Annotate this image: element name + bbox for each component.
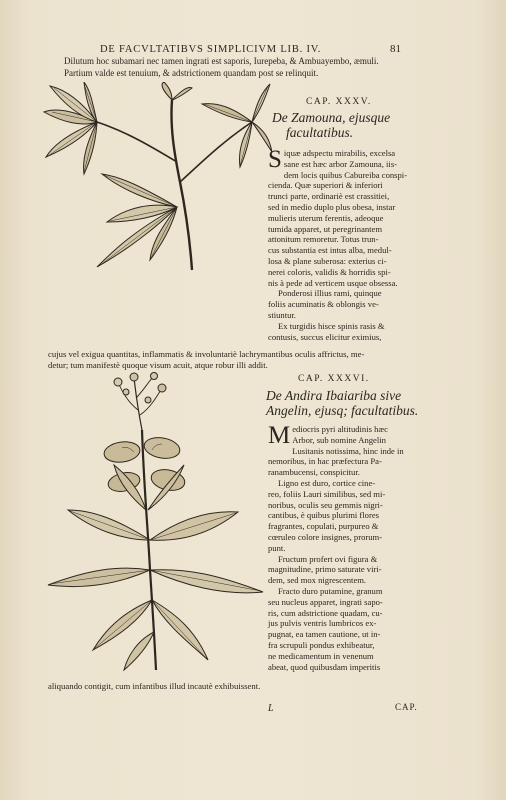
text-line: nerei coloris, validis & horridis spi-	[268, 266, 391, 277]
chapter-35-caption: CAP. XXXV.	[306, 97, 372, 107]
chapter-36-caption: CAP. XXXVI.	[298, 374, 370, 384]
text-line: Ex turgidis hisce spinis rasis &	[278, 320, 385, 331]
text-line: Ligno est duro, cortice cine-	[278, 477, 376, 488]
catchword: CAP.	[395, 702, 418, 712]
text-line: cœruleo colore insignes, prorum-	[268, 531, 383, 542]
chapter-36-body	[268, 424, 466, 672]
page-number: 81	[390, 43, 401, 55]
text-line: fragrantes, copulati, purpureo &	[268, 521, 379, 532]
text-line: cus substantia est intus alba, medul-	[268, 245, 392, 256]
text-line: dem, sed mox nigrescentem.	[268, 575, 367, 586]
text-line: Lusitanis notissima, hinc inde in	[292, 445, 404, 456]
chapter-35-title-line: facultatibus.	[286, 125, 354, 140]
text-line: abeat, quod quibusdam imperitis	[268, 661, 381, 672]
zamouna-illustration	[42, 82, 272, 272]
running-header: DE FACVLTATIBVS SIMPLICIVM LIB. IV.	[100, 44, 322, 55]
text-line: dem locis quibus Cabureiba conspi-	[283, 169, 408, 180]
text-line: magnitudine, primo saturate viri-	[268, 564, 382, 575]
text-line: nemoribus, in hac præfectura Pa-	[268, 456, 382, 467]
text-line: ranambucensi, conspicitur.	[268, 467, 360, 478]
text-line: ne medicamentum in venenum	[268, 650, 374, 661]
text-line: Fructum profert ovi figura &	[278, 553, 378, 564]
dropcap-s: S	[268, 146, 282, 173]
text-line: losa & plane suberosa: exterius ci-	[268, 255, 387, 266]
intro-line: Partium valde est tenuium, & adstrictionem quandam post se relinquit.	[64, 67, 319, 78]
intro-text	[64, 56, 414, 79]
dropcap-m: M	[268, 422, 291, 449]
text-line: Arbor, sub nomine Angelin	[292, 434, 386, 445]
chapter-36-title-line: Angelin, ejusq; facultatibus.	[266, 403, 419, 418]
text-line: contusis, succus elicitur eximius,	[268, 331, 382, 342]
text-line: fra scrupuli pondus exhibeatur,	[268, 639, 375, 650]
text-line: mulieris uterum ferentis, adeoque	[268, 212, 384, 223]
chapter-36-final-line: aliquando contigit, cum infantibus illud incautè exhibuissent.	[48, 681, 261, 691]
text-line: foliis acuminatis & oblongis ve-	[268, 299, 379, 310]
text-line: ediocris pyri altitudinis hæc	[292, 424, 388, 434]
intro-line: Dilutum hoc subamari nec tamen ingrati est saporis, Iurepeba, & Ambuayembo, æmuli.	[64, 56, 379, 66]
signature-mark: L	[268, 703, 274, 714]
text-line: attonitum remoretur. Totus trun-	[268, 234, 379, 245]
text-line: cantibus, è quibus plurimi flores	[268, 510, 379, 521]
text-line: tumida apparet, ut peregrinantem	[268, 223, 383, 234]
angelin-illustration	[38, 370, 270, 675]
text-line: sed in medio duplo plus obesa, instar	[268, 201, 396, 212]
chapter-36-title-line: De Andira Ibaiariba sive	[266, 388, 402, 403]
chapter-35-body	[268, 148, 466, 342]
text-line: ris, cum adstrictione quadam, cu-	[268, 607, 383, 618]
chapter-35-title-line: De Zamouna, ejusque	[272, 110, 391, 125]
text-line: jus pulvis ventris lumbricos ex-	[268, 618, 377, 629]
chapter-35-title	[272, 110, 472, 140]
text-line: punt.	[268, 542, 286, 553]
text-line: cujus vel exigua quantitas, inflammatis & involuntariè lachrymantibus oculis affrictus, me-	[48, 349, 365, 359]
text-line: iquæ adspectu mirabilis, excelsa	[283, 148, 396, 158]
chapter-35-full-lines	[48, 349, 468, 371]
text-line: stiuntur.	[268, 309, 296, 320]
text-line: seu nucleus apparet, ingrati sapo-	[268, 596, 383, 607]
chapter-36-title	[266, 388, 476, 418]
text-line: Ponderosi illius rami, quinque	[278, 288, 382, 299]
text-line: nis à pede ad verticem usque obsessa.	[268, 277, 398, 288]
text-line: noribus, oculis seu gemmis nigri-	[268, 499, 383, 510]
text-line: cienda. Quæ superiori & inferiori	[268, 180, 383, 191]
text-line: pugnat, ea tamen cautione, ut in-	[268, 629, 381, 640]
text-line: detur; tum manifestè quoque visum acuit, atque robur illi addit.	[48, 359, 268, 370]
text-line: Fracto duro putamine, granum	[278, 585, 383, 596]
text-line: sane est hæc arbor Zamouna, iis-	[283, 158, 398, 169]
text-line: trunci parte, ordinariè est crassitiei,	[268, 191, 390, 202]
text-line: reo, foliis Lauri similibus, sed mi-	[268, 488, 386, 499]
